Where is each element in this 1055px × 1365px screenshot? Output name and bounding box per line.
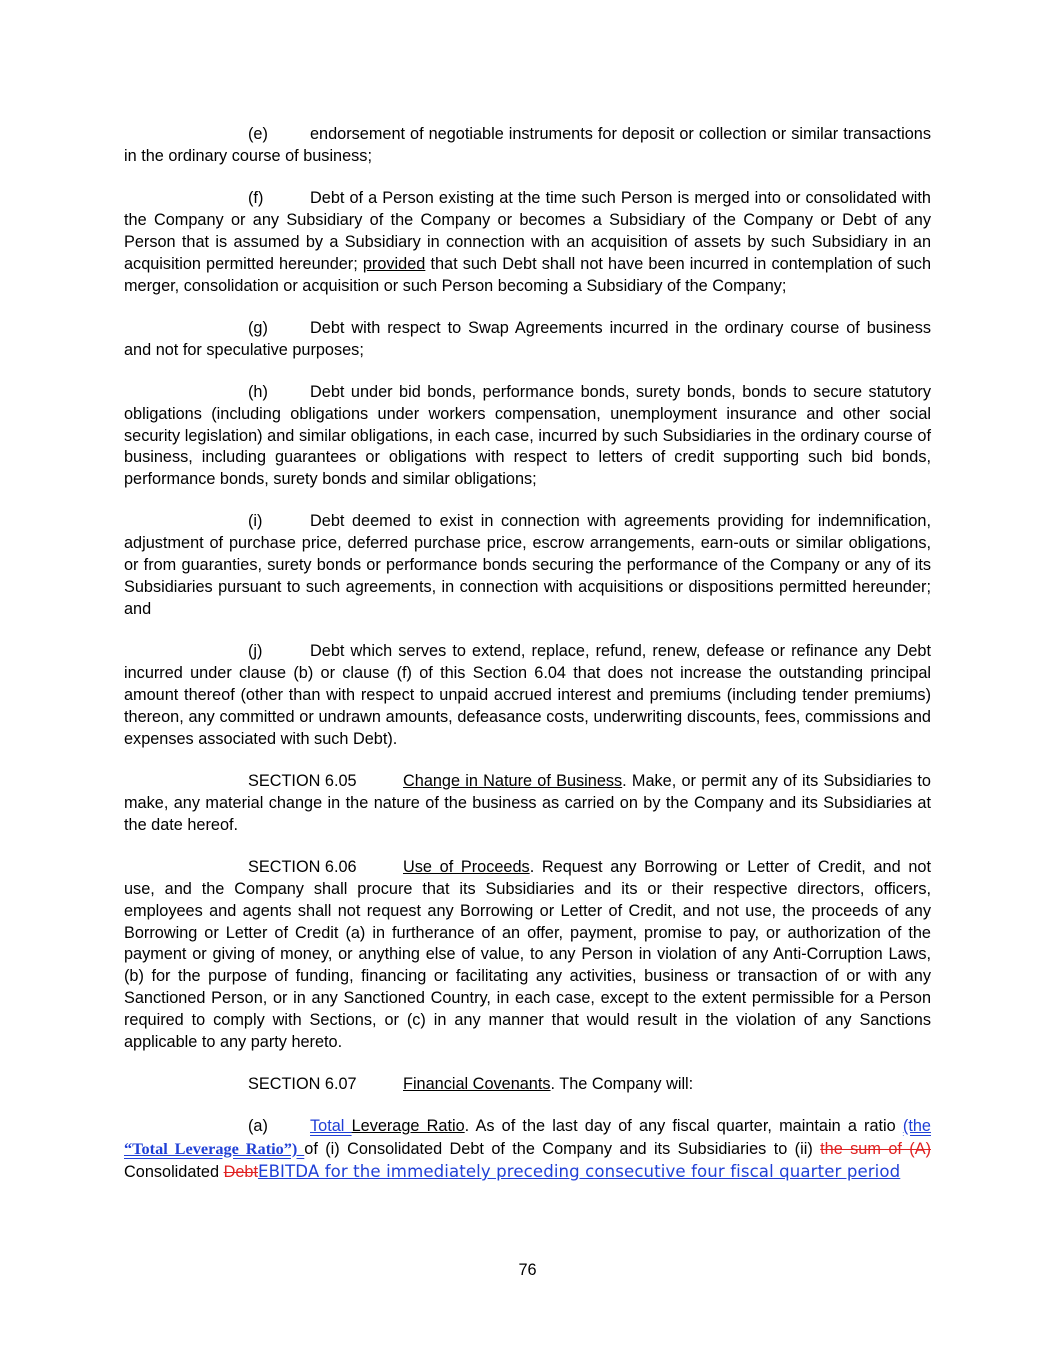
inserted-the: (the <box>902 1117 931 1136</box>
deleted-debt: Debt <box>223 1163 258 1182</box>
document-page <box>124 124 931 1204</box>
section-heading: Use of Proceeds <box>403 857 530 876</box>
section-text: . Make, or permit any of its Subsidiaries to make, any material change in the nature of the business as carried on by the Company and its Subsidiaries at the date hereof. <box>124 771 931 834</box>
section-number: SECTION 6.07 <box>248 1075 357 1094</box>
clause-marker: (i) <box>248 512 263 531</box>
clause-marker: (h) <box>248 382 268 401</box>
section-6-06 <box>124 857 931 1054</box>
page-number: 76 <box>518 1261 537 1279</box>
clause-marker: (f) <box>248 189 264 207</box>
clause-marker: (a) <box>248 1117 268 1136</box>
covenant-heading: Leverage Ratio <box>351 1117 465 1136</box>
clause-text: Debt with respect to Swap Agreements incurred in the ordinary course of business and not for speculative purposes; <box>124 318 931 359</box>
clause-marker: (j) <box>248 642 263 661</box>
paragraph-j <box>124 641 931 751</box>
inserted-ebitda-text: EBITDA for the immediately preceding consecutive four fiscal quarter period <box>257 1162 901 1182</box>
covenant-a-leverage-ratio <box>124 1116 931 1184</box>
section-number: SECTION 6.05 <box>248 771 357 790</box>
paragraph-h <box>124 382 931 492</box>
paragraph-e <box>124 124 931 168</box>
clause-marker: (g) <box>248 318 268 337</box>
deleted-sum-of: the sum of (A) <box>820 1140 931 1159</box>
covenant-text: . As of the last day of any fiscal quarter, maintain a ratio <box>464 1117 903 1136</box>
clause-text: Debt under bid bonds, performance bonds, surety bonds, bonds to secure statutory obligations (including obligations under workers compensation, unemployment insurance and other social security legislation) and similar obligations, in each case, incurred by such Subsidiaries in the ordinary course of business, including guarantees or obligations with respect to letters of credit supporting such bid bonds, performance bonds, surety bonds and similar obligations; <box>124 382 931 489</box>
covenant-text: of (i) Consolidated Debt of the Company and its Subsidiaries to (ii) <box>304 1140 821 1159</box>
clause-text-continued: that such Debt shall not have been incurred in contemplation of such merger, consolidation or acquisition or such Person becoming a Subsidiary of the Company; <box>124 254 931 295</box>
section-6-07 <box>124 1074 931 1096</box>
section-text: . Request any Borrowing or Letter of Credit, and not use, and the Company shall procure that its Subsidiaries and its or their respective directors, officers, employees and agents shall not request any Borrowing or Letter of Credit, and not use, the proceeds of any Borrowing or Letter of Credit (a) in furtherance of an offer, payment, promise to pay, or authorization of the payment or giving of money, or anything else of value, to any Person in violation of any Anti-Corruption Laws, (b) for the purpose of funding, financing or facilitating any activities, business or transaction of or with any Sanctioned Person, or in any Sanctioned Country, in each case, except to the extent permissible for a Person required to comply with Sections, or (c) in any manner that would result in the violation of any Sanctions applicable to any party hereto. <box>124 857 931 1052</box>
paragraph-i <box>124 511 931 621</box>
clause-text: Debt of a Person existing at the time such Person is merged into or consolidated with the Company or any Subsidiary of the Company or becomes a Subsidiary of the Company or Debt of any Person that is assumed by a Subsidiary in connection with an acquisition of assets by such Subsidiary in an acquisition permitted hereunder; <box>124 189 931 273</box>
clause-text: endorsement of negotiable instruments for deposit or collection or similar transactions in the ordinary course of business; <box>124 125 931 165</box>
covenant-text: Consolidated <box>124 1163 224 1182</box>
clause-text: Debt which serves to extend, replace, refund, renew, defease or refinance any Debt incurred under clause (b) or clause (f) of this Section 6.04 that does not increase the outstanding principal amount thereof (other than with respect to unpaid accrued interest and premiums (including tender premiums) thereon, any committed or undrawn amounts, defeasance costs, underwriting discounts, fees, commissions and expenses associated with such Debt). <box>124 642 931 748</box>
section-heading: Change in Nature of Business <box>403 771 623 790</box>
section-number: SECTION 6.06 <box>248 857 357 876</box>
paragraph-g <box>124 318 931 362</box>
paragraph-f <box>124 188 931 298</box>
section-heading: Financial Covenants <box>403 1075 551 1094</box>
section-6-05 <box>124 771 931 837</box>
clause-text: Debt deemed to exist in connection with agreements providing for indemnification, adjustment of purchase price, deferred purchase price, escrow arrangements, earn-outs or similar obligations, or from guaranties, surety bonds or performance bonds securing the performance of the Company or any of its Subsidiaries pursuant to such agreements, in connection with acquisitions or dispositions permitted hereunder; and <box>124 512 931 619</box>
section-text: . The Company will: <box>550 1075 694 1094</box>
provided-term: provided <box>362 254 426 273</box>
inserted-defined-term: “Total Leverage Ratio”) <box>124 1139 305 1159</box>
clause-marker: (e) <box>248 125 268 143</box>
inserted-total: Total <box>310 1117 352 1136</box>
